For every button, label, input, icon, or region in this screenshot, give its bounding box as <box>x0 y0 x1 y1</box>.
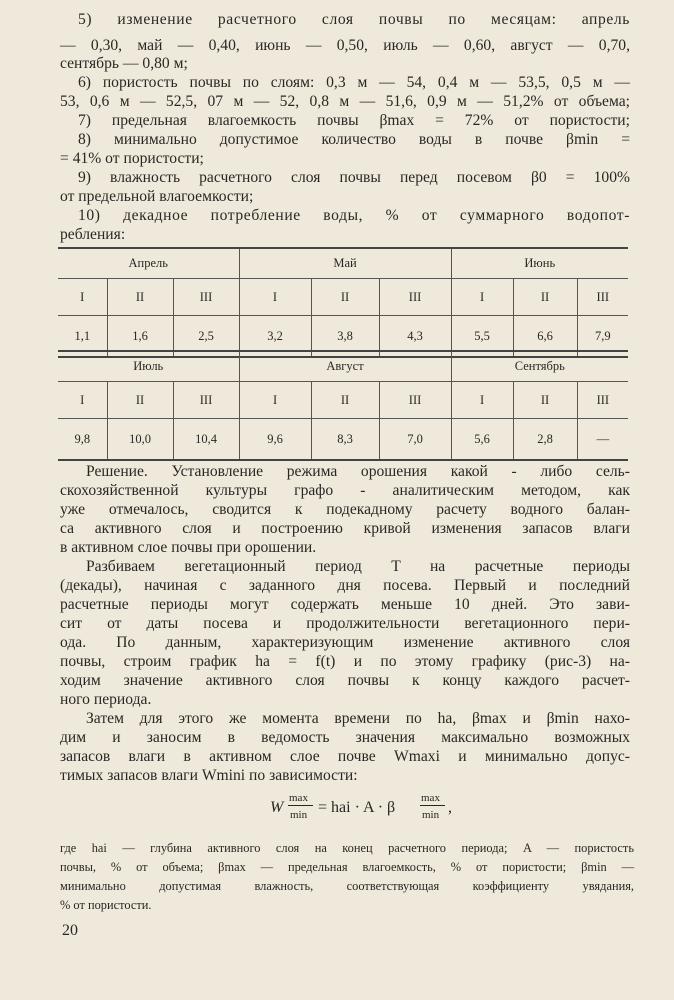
item-5-line-1: 5) изменение расчетного слоя почвы по месяцам: апрель <box>78 11 630 28</box>
value-cell: 5,6 <box>451 419 513 461</box>
para2-line-4: сит от даты посева и продолжительности вегетационного пери- <box>60 615 630 632</box>
solution-line-2: скохозяйственной культуры графо - аналитическим методом, как <box>60 482 630 499</box>
value-cell: 7,9 <box>577 316 628 358</box>
decade-header: II <box>311 382 379 419</box>
item-6-line-2: 53, 0,6 м — 52,5, 07 м — 52, 0,8 м — 51,6, 0,9 м — 51,2% от объема; <box>60 93 630 110</box>
value-cell: 1,6 <box>107 316 173 358</box>
item-9-line-1: 9) влажность расчетного слоя почвы перед посевом β0 = 100% <box>78 169 630 186</box>
moisture-formula <box>270 790 470 828</box>
para2-line-3: расчетные периоды могут содержать меньше 10 дней. Это зави- <box>60 596 630 613</box>
decade-header: III <box>379 382 451 419</box>
solution-line-4: са активного слоя и построению кривой изменения запасов влаги <box>60 520 630 537</box>
value-cell: 3,2 <box>239 316 311 358</box>
decade-header: I <box>239 382 311 419</box>
value-cell: 9,6 <box>239 419 311 461</box>
decade-header: I <box>239 279 311 316</box>
water-consumption-table-2 <box>58 350 628 461</box>
value-cell: 4,3 <box>379 316 451 358</box>
decade-header: I <box>451 382 513 419</box>
water-consumption-table-1 <box>58 247 628 358</box>
decade-header: III <box>173 382 239 419</box>
note-line-4: % от пористости. <box>60 898 152 912</box>
value-cell: 2,8 <box>513 419 577 461</box>
item-5-line-2: — 0,30, май — 0,40, июнь — 0,50, июль — 0,60, август — 0,70, <box>60 37 630 54</box>
value-cell: 5,5 <box>451 316 513 358</box>
decade-header: III <box>577 382 628 419</box>
value-cell: 10,0 <box>107 419 173 461</box>
para2-line-1: Разбиваем вегетационный период T на расчетные периоды <box>86 558 630 575</box>
para2-line-6: почвы, строим график hа = f(t) и по этому графику (рис-3) на- <box>60 653 630 670</box>
decade-header: II <box>311 279 379 316</box>
month-header: Апрель <box>58 248 239 279</box>
solution-line-5: в активном слое почвы при орошении. <box>60 539 317 556</box>
formula-beta-bottom: min <box>422 809 440 821</box>
decade-header: II <box>107 382 173 419</box>
month-header: Июль <box>58 351 239 382</box>
value-cell: 6,6 <box>513 316 577 358</box>
value-cell: 2,5 <box>173 316 239 358</box>
item-10-line-2: ребления: <box>60 226 126 243</box>
value-cell: 7,0 <box>379 419 451 461</box>
note-line-3: минимально допустимая влажность, соответствующая коэффициенту увядания, <box>60 879 634 893</box>
formula-frac-bottom: min <box>290 809 308 821</box>
value-cell: — <box>577 419 628 461</box>
decade-header: III <box>379 279 451 316</box>
item-6-line-1: 6) пористость почвы по слоям: 0,3 м — 54, 0,4 м — 53,5, 0,5 м — <box>78 74 630 91</box>
item-8-line-2: = 41% от пористости; <box>60 150 204 167</box>
value-cell: 9,8 <box>74 431 91 446</box>
item-10-line-1: 10) декадное потребление воды, % от суммарного водопот- <box>78 207 630 224</box>
formula-beta-bar <box>420 805 445 806</box>
value-cell: 8,3 <box>311 419 379 461</box>
decade-header: I <box>58 279 107 316</box>
month-header: Сентябрь <box>451 351 628 382</box>
para2-line-8: ного периода. <box>60 691 152 708</box>
decade-header: II <box>107 279 173 316</box>
formula-w: W <box>270 799 284 816</box>
value-cell: 1,1 <box>74 328 91 343</box>
formula-beta-top: max <box>421 792 440 804</box>
decade-header: III <box>173 279 239 316</box>
formula-rhs: = hаi · A · β <box>318 799 396 816</box>
item-7: 7) предельная влагоемкость почвы βmax = 72% от пористости; <box>78 112 630 129</box>
para2-line-2: (декады), начиная с заданного дня посева. Первый и последний <box>60 577 630 594</box>
para3-line-3: запасов влаги в активном слое почве Wmaxi и минимально допус- <box>60 748 630 765</box>
item-8-line-1: 8) минимально допустимое количество воды в почве βmin = <box>78 131 630 148</box>
solution-line-3: уже отмечалось, сводится к подекадному расчету водного балан- <box>60 501 630 518</box>
month-header: Август <box>239 351 451 382</box>
decade-header: II <box>513 279 577 316</box>
note-line-1: где hаi — глубина активного слоя на конец расчетного периода; A — пористость <box>60 841 634 855</box>
formula-frac-top: max <box>289 792 308 804</box>
formula-comma: , <box>448 799 452 816</box>
decade-header: III <box>577 279 628 316</box>
decade-header: II <box>513 382 577 419</box>
value-cell: 10,4 <box>173 419 239 461</box>
item-5-line-3: сентябрь — 0,80 м; <box>60 55 188 72</box>
formula-frac-bar <box>288 805 313 806</box>
note-line-2: почвы, % от объема; βmax — предельная влагоемкость, % от пористости; βmin — <box>60 860 634 874</box>
item-9-line-2: от предельной влагоемкости; <box>60 188 254 205</box>
para2-line-5: ода. По данным, характеризующим изменение активного слоя <box>60 634 630 651</box>
para3-line-1: Затем для этого же момента времени по hа, βmax и βmin нахо- <box>86 710 630 727</box>
decade-header: I <box>58 382 107 419</box>
solution-line-1: Решение. Установление режима орошения какой - либо сель- <box>86 463 630 480</box>
page-number: 20 <box>62 922 78 939</box>
month-header: Май <box>239 248 451 279</box>
para3-line-2: дим и заносим в ведомость значения максимально возможных <box>60 729 630 746</box>
decade-header: I <box>451 279 513 316</box>
value-cell: 3,8 <box>311 316 379 358</box>
para2-line-7: ходим значение активного слоя почвы к концу каждого расчет- <box>60 672 630 689</box>
month-header: Июнь <box>451 248 628 279</box>
para3-line-4: тимых запасов влаги Wmini по зависимости: <box>60 767 358 784</box>
